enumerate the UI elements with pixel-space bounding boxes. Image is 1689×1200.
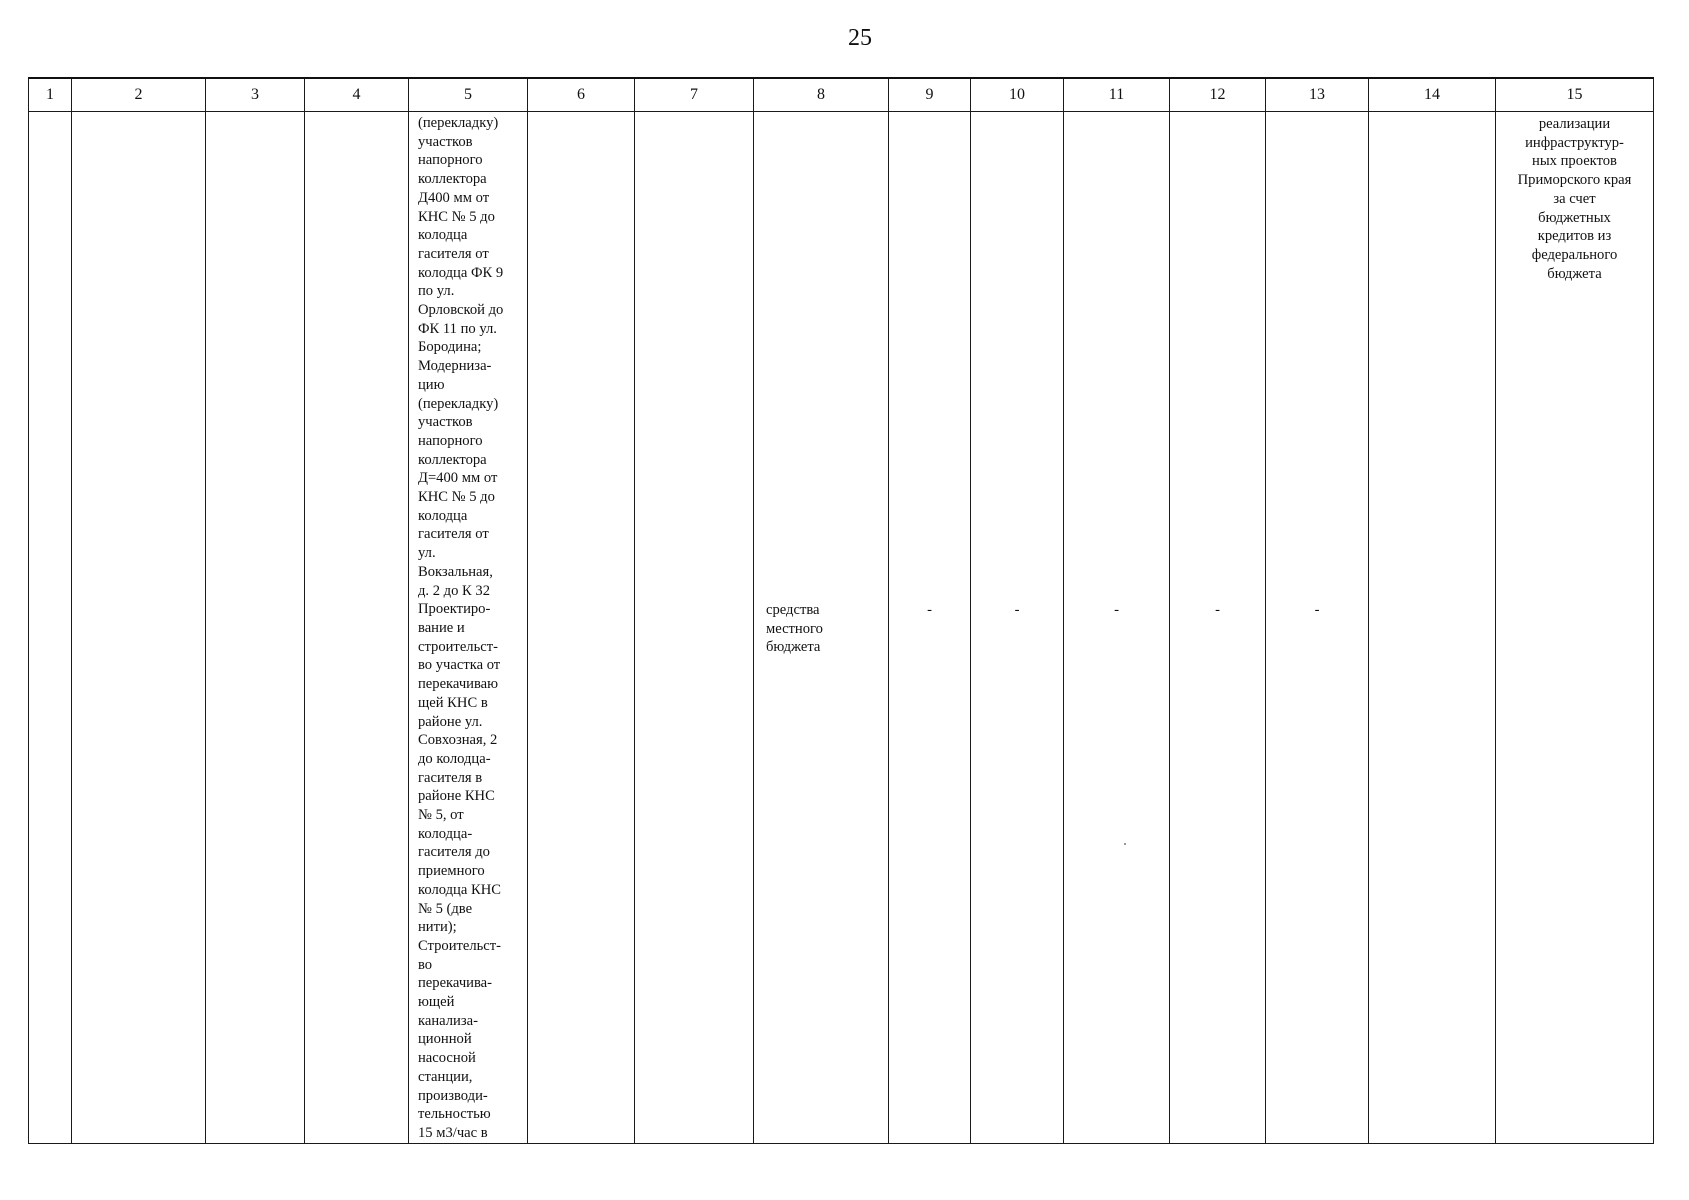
scan-speck: [1124, 843, 1126, 845]
cell-col10: -: [971, 112, 1064, 1144]
funding-source: средства местного бюджета: [766, 602, 823, 656]
column-header-2: 2: [72, 78, 206, 112]
cell-col3: [206, 112, 305, 1144]
column-header-6: 6: [528, 78, 635, 112]
cell-col9: -: [889, 112, 971, 1144]
cell-col8: [754, 112, 889, 1144]
cell-col5: [409, 112, 528, 1144]
column-header-14: 14: [1369, 78, 1496, 112]
cell-col15: [1496, 112, 1654, 1144]
page-number: 25: [848, 25, 872, 51]
header-row: [29, 78, 1654, 112]
column-header-3: 3: [206, 78, 305, 112]
column-header-1: 1: [29, 78, 72, 112]
cell-col6: [528, 112, 635, 1144]
cell-col2: [72, 112, 206, 1144]
column-header-7: 7: [635, 78, 754, 112]
column-header-12: 12: [1170, 78, 1266, 112]
cell-col13: -: [1266, 112, 1369, 1144]
column-header-9: 9: [889, 78, 971, 112]
column-header-8: 8: [754, 78, 889, 112]
project-description: (перекладку) участков напорного коллектора Д400 мм от КНС № 5 до колодца гасителя от колодца ФК 9 по ул. Орловской до ФК 11 по ул. Бородина; Модерниза- цию (перекладку) участков напорного коллектора Д=400 мм от КНС № 5 до колодца гасителя от ул. Вокзальная, д. 2 до К 32 Проектиро- вание и строительст- во участка от перекачиваю щей КНС в районе ул. Совхозная, 2 до колодца- гасителя в районе КНС № 5, от колодца- гасителя до приемного колодца КНС № 5 (две нити); Строительст- во перекачива- ющей канализа- ционной насосной станции, производи- тельностью 15 м3/час в: [418, 115, 504, 1141]
funding-note: реализации инфраструктур- ных проектов Приморского края за счет бюджетных кредитов из федерального бюджета: [1517, 116, 1632, 282]
column-header-11: 11: [1064, 78, 1170, 112]
column-header-4: 4: [305, 78, 409, 112]
column-header-5: 5: [409, 78, 528, 112]
cell-col12: -: [1170, 112, 1266, 1144]
cell-col14: [1369, 112, 1496, 1144]
document-table: [28, 77, 1654, 1144]
cell-col4: [305, 112, 409, 1144]
table-row: [29, 112, 1654, 1144]
column-header-15: 15: [1496, 78, 1654, 112]
cell-col11: -: [1064, 112, 1170, 1144]
column-header-10: 10: [971, 78, 1064, 112]
cell-col1: [29, 112, 72, 1144]
cell-col7: [635, 112, 754, 1144]
column-header-13: 13: [1266, 78, 1369, 112]
